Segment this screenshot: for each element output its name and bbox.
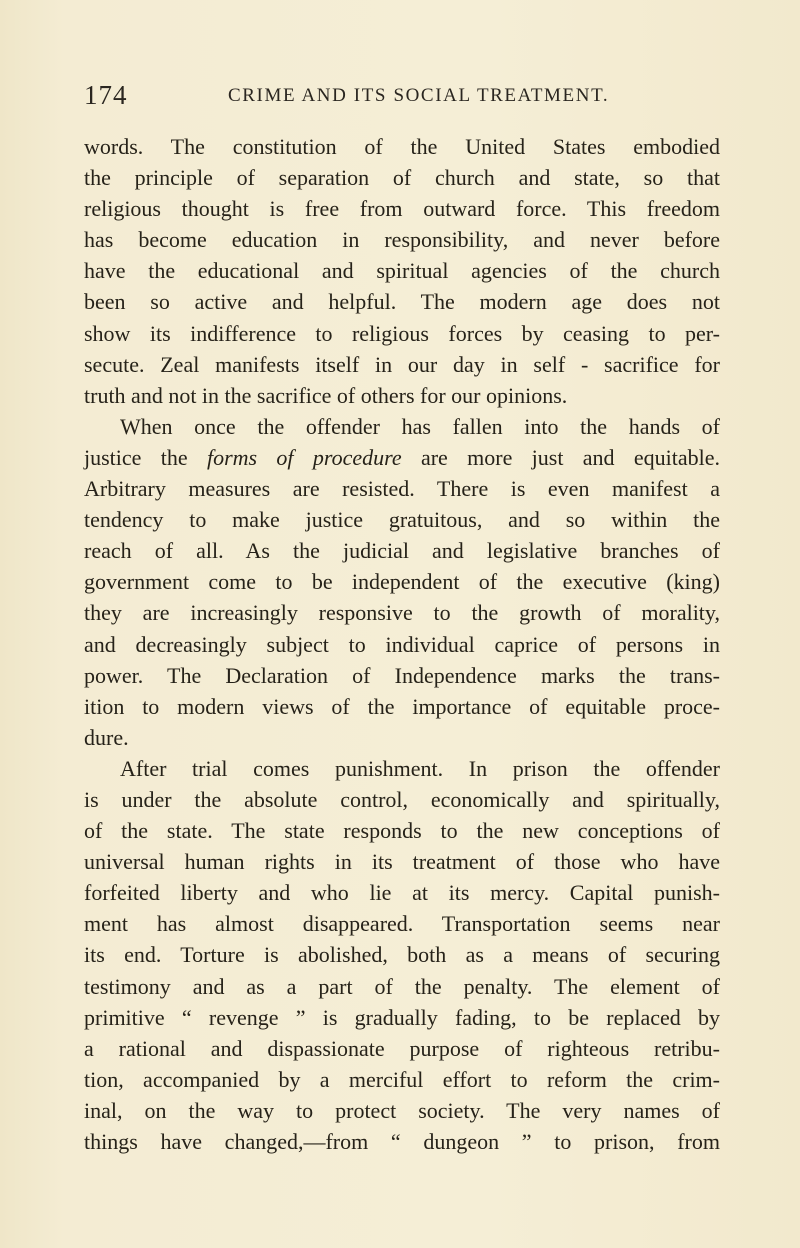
running-head: CRIME AND ITS SOCIAL TREATMENT. bbox=[228, 85, 610, 106]
text-line: government come to be independent of the executive (king) bbox=[84, 569, 720, 595]
text-line: dure. bbox=[84, 724, 129, 750]
text-line: inal, on the way to protect society. The very names of bbox=[84, 1097, 720, 1123]
text-line: secute. Zeal manifests itself in our day in self - sacrifice for bbox=[84, 351, 720, 377]
text-line: power. The Declaration of Independence marks the trans- bbox=[84, 662, 720, 688]
text-line: of the state. The state responds to the new conceptions of bbox=[84, 818, 720, 844]
body-text bbox=[84, 131, 720, 1157]
text-line: testimony and as a part of the penalty. The element of bbox=[84, 973, 720, 999]
text-line: show its indifference to religious forces by ceasing to per- bbox=[84, 320, 720, 346]
text-line: primitive “ revenge ” is gradually fading, to be replaced by bbox=[84, 1004, 720, 1030]
text-line: ment has almost disappeared. Transportation seems near bbox=[84, 911, 720, 937]
text-line: truth and not in the sacrifice of others for our opinions. bbox=[84, 382, 568, 408]
text-line: a rational and dispassionate purpose of righteous retribu- bbox=[84, 1035, 720, 1061]
text-line: things have changed,—from “ dungeon ” to prison, from bbox=[84, 1129, 720, 1154]
text-line: its end. Torture is abolished, both as a means of securing bbox=[84, 942, 720, 968]
text-line: and decreasingly subject to individual caprice of persons in bbox=[84, 631, 720, 657]
text-line: forfeited liberty and who lie at its mercy. Capital punish- bbox=[84, 880, 720, 906]
paragraph-start-line: When once the offender has fallen into the hands of bbox=[120, 413, 720, 439]
text-line: tion, accompanied by a merciful effort to reform the crim- bbox=[84, 1066, 720, 1092]
text-line: been so active and helpful. The modern age does not bbox=[84, 289, 720, 315]
text-segment: are more just and equitable. bbox=[401, 444, 720, 470]
text-line: the principle of separation of church and state, so that bbox=[84, 165, 720, 191]
paragraph-start-line: After trial comes punishment. In prison the offender bbox=[120, 755, 720, 781]
text-line: Arbitrary measures are resisted. There is even manifest a bbox=[84, 476, 720, 502]
text-line: religious thought is free from outward force. This freedom bbox=[84, 196, 720, 222]
italic-phrase: forms of procedure bbox=[206, 444, 402, 470]
text-segment: justice the bbox=[84, 444, 207, 470]
text-line: has become education in responsibility, and never before bbox=[84, 227, 720, 253]
page-number: 174 bbox=[84, 80, 128, 110]
page-header bbox=[84, 80, 724, 120]
text-line: is under the absolute control, economically and spiritually, bbox=[84, 786, 720, 812]
text-line: tendency to make justice gratuitous, and so within the bbox=[84, 507, 720, 533]
text-line bbox=[84, 442, 720, 473]
text-line: words. The constitution of the United States embodied bbox=[84, 134, 720, 159]
text-line: reach of all. As the judicial and legislative branches of bbox=[84, 538, 720, 564]
text-line: universal human rights in its treatment of those who have bbox=[84, 849, 720, 875]
text-line: have the educational and spiritual agencies of the church bbox=[84, 258, 720, 284]
text-line: ition to modern views of the importance of equitable proce- bbox=[84, 693, 720, 719]
text-line: they are increasingly responsive to the growth of morality, bbox=[84, 600, 720, 626]
